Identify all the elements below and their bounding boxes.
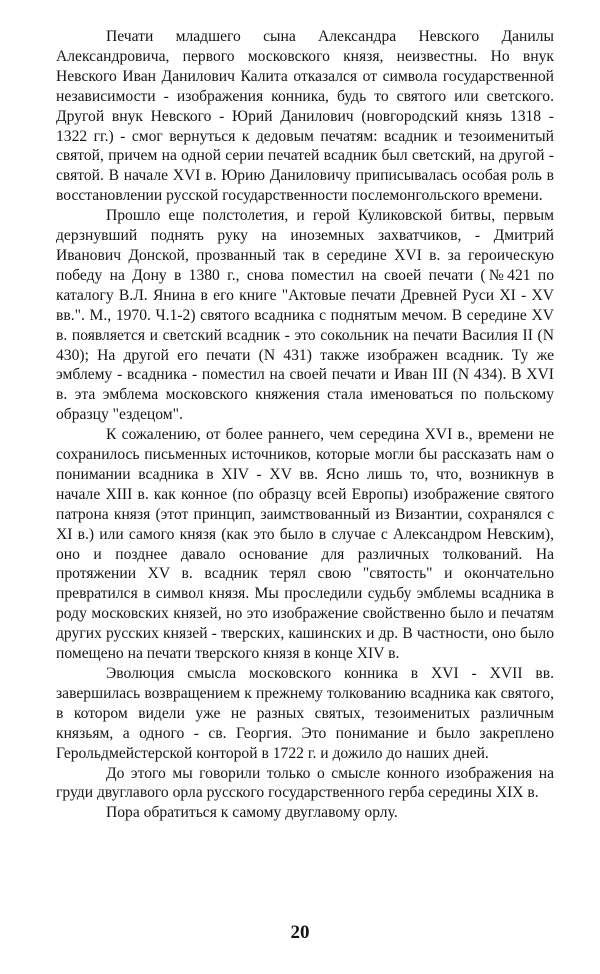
paragraph-3: К сожалению, от более раннего, чем середина XVI в., времени не сохранилось письменных источников, которые могли бы рассказать нам о понимании всадника в XIV - XV вв. Ясно лишь то, что, возникнув в начале XIII в. как конное (по образцу всей Европы) изображение святого патрона князя (этот принцип, заимствованный из Византии, сохранялся с XI в.) или самого князя (как это было в случае с Александром Невским), оно и позднее давало основание для различных толкований. На протяжении XV в. всадник терял свою "святость" и окончательно превратился в символ князя. Мы проследили судьбу эмблемы всадника в роду московских князей, но это изображение свойственно было и печатям других русских князей - тверских, кашинских и др. В частности, оно было помещено на печати тверского князя в конце XIV в.: [56, 426, 554, 663]
paragraph-4: Эволюция смысла московского конника в XVI - XVII вв. завершилась возвращением к прежнему толкованию всадника как святого, в котором видели уже не разных святых, тезоименитых различным князьям, а одного - св. Георгия. Это понимание и было закреплено Герольдмейстерской конторой в 1722 г. и дожило до наших дней.: [56, 665, 554, 762]
paragraph-5: До этого мы говорили только о смысле конного изображения на груди двуглавого орла русского государственного герба середины XIX в.: [56, 764, 554, 802]
paragraph-2: Прошло еще полстолетия, и герой Куликовской битвы, первым дерзнувший поднять руку на иноземных захватчиков, - Дмитрий Иванович Донской, прозванный так в середине XVI в. за героическую победу на Дону в 1380 г., снова поместил на своей печати (№421 по каталогу В.Л. Янина в его книге "Актовые печати Древней Руси XI - XV вв.". М., 1970. Ч.1-2) святого всадника с поднятым мечом. В середине XV в. появляется и светский всадник - это сокольник на печати Василия II (N 430); На другой его печати (N 431) также изображен всадник. Ту же эмблему - всадника - поместил на своей печати и Иван III (N 434). В XVI в. эта эмблема московского княжения стала именоваться по польскому образцу "ездецом".: [56, 207, 554, 424]
paragraph-1: Печати младшего сына Александра Невского Данилы Александровича, первого московского князя, неизвестны. Но внук Невского Иван Данилович Калита отказался от символа государственной независимости - изображения конника, будь то святого или светского. Другой внук Невского - Юрий Данилович (новгородский князь 1318 - 1322 гг.) - смог вернуться к дедовым печатям: всадник и тезоименитый святой, причем на одной серии печатей всадник был светский, на другой - святой. В начале XVI в. Юрию Даниловичу приписывалась особая роль в восстановлении русской государственности послемонгольского времени.: [56, 28, 554, 205]
page-number: 20: [290, 922, 310, 943]
body-text: [56, 27, 554, 823]
paragraph-6: Пора обратиться к самому двуглавому орлу.: [106, 804, 398, 822]
